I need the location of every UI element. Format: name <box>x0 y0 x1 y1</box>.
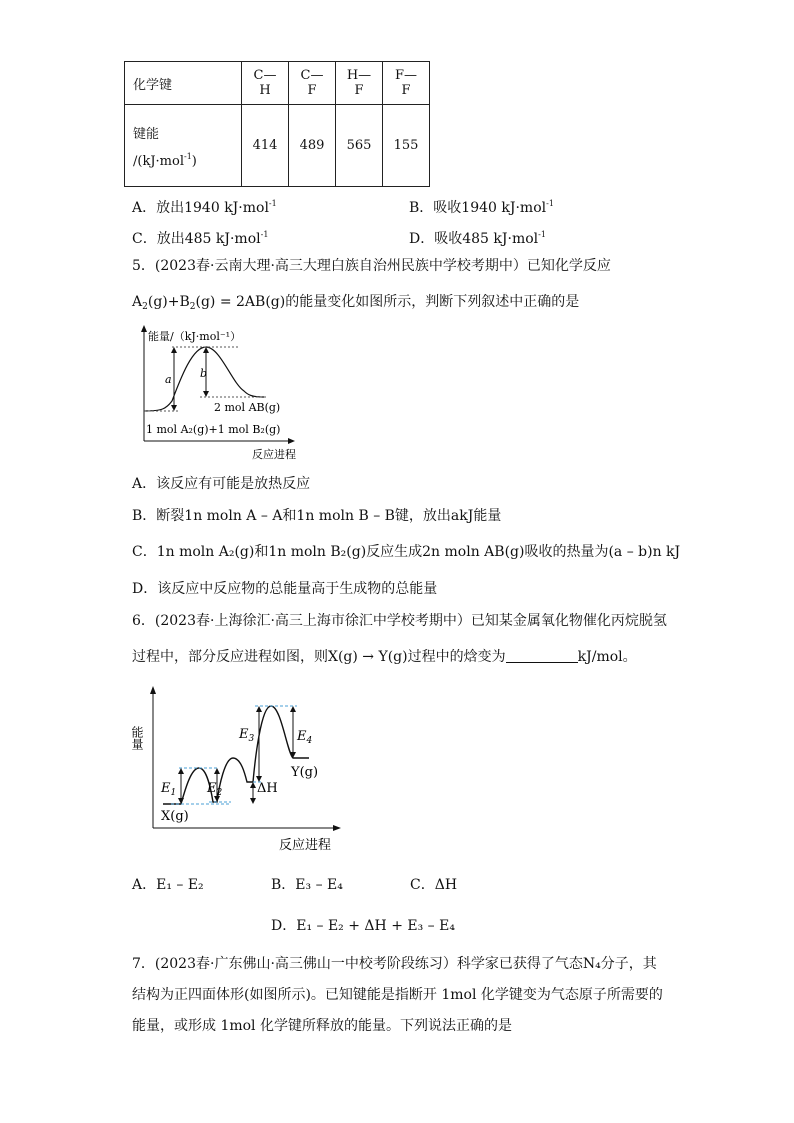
q7-line-3: 能量，或形成 1mol 化学键所释放的能量。下列说法正确的是 <box>132 1018 512 1034</box>
q5-option-b: B．断裂1n moln A – A和1n moln B – B键，放出akJ能量 <box>132 508 502 524</box>
reactant-label: 1 mol A₂(g)+1 mol B₂(g) <box>146 423 281 436</box>
diagram-xlabel: 反应进程 <box>279 838 332 853</box>
bond-energy-table <box>124 61 430 187</box>
q4-option-b: B．吸收1940 kJ·mol$^{-1}$ <box>409 199 554 216</box>
label-a: a <box>165 373 172 386</box>
table-header: 化学键 <box>125 62 242 105</box>
q5-option-d: D．该反应中反应物的总能量高于生成物的总能量 <box>132 581 438 597</box>
q6-stem-1: 6．(2023春·上海徐汇·高三上海市徐汇中学校考期中）已知某金属氧化物催化丙烷脱氢 <box>132 613 667 629</box>
label-e1: $E_1$ <box>161 781 177 798</box>
answer-blank <box>506 648 578 663</box>
table-cell: 414 <box>242 105 289 187</box>
x-axis-arrow <box>333 825 341 831</box>
q5-option-c: C．1n moln A₂(g)和1n moln B₂(g)反应生成2n moln AB(g)吸收的热量为(a – b)n kJ <box>132 544 681 560</box>
q7-line-1: 7．(2023春·广东佛山·高三佛山一中校考阶段练习）科学家已获得了气态N₄分子，其 <box>132 956 657 972</box>
q6-option-c: C．ΔH <box>410 877 458 893</box>
q5-option-a: A．该反应有可能是放热反应 <box>132 476 311 492</box>
row-label-2: /(kJ·mol$^{-1}$) <box>133 151 197 169</box>
diagram-xlabel: 反应进程 <box>252 448 296 461</box>
q6-option-b: B．E₃ – E₄ <box>271 877 343 893</box>
q5-stem: 5．(2023春·云南大理·高三大理白族自治州民族中学校考期中）已知化学反应 <box>132 258 611 274</box>
x-axis-arrow <box>288 438 295 444</box>
table-row-label <box>125 105 242 187</box>
q7-line-2: 结构为正四面体形(如图所示)。已知键能是指断开 1mol 化学键变为气态原子所需要的 <box>132 987 663 1003</box>
label-e2: $E_2$ <box>207 781 223 798</box>
label-dh: ΔH <box>257 781 278 796</box>
q6-energy-diagram <box>130 686 350 856</box>
label-b: b <box>200 367 208 380</box>
q5-energy-diagram <box>140 325 300 460</box>
y-axis-arrow <box>141 325 147 332</box>
table-header: C—H <box>242 62 289 105</box>
diagram-ylabel: 能量/（kJ·mol⁻¹） <box>148 330 242 343</box>
product-label: 2 mol AB(g) <box>214 401 281 414</box>
y-axis-arrow <box>150 686 156 694</box>
q4-option-d: D．吸收485 kJ·mol$^{-1}$ <box>409 230 546 247</box>
q6-stem-2: 过程中，部分反应进程如图，则X(g) → Y(g)过程中的焓变为 kJ/mol。 <box>132 649 637 665</box>
label-e3: $E_3$ <box>239 727 255 744</box>
table-cell: 155 <box>383 105 430 187</box>
row-label-1: 键能 <box>133 126 160 142</box>
energy-curve <box>163 706 309 804</box>
table-cell: 565 <box>336 105 383 187</box>
table-header: C—F <box>289 62 336 105</box>
q6-option-a: A．E₁ – E₂ <box>132 877 204 893</box>
label-y: Y(g) <box>291 765 319 780</box>
table-header: H—F <box>336 62 383 105</box>
label-e4: $E_4$ <box>297 729 313 746</box>
table-header: F—F <box>383 62 430 105</box>
q5-equation: $A_2(g)+B_2(g) = 2AB(g)$的能量变化如图所示，判断下列叙述中正确的是 <box>132 294 580 312</box>
table-cell: 489 <box>289 105 336 187</box>
label-x: X(g) <box>161 809 189 824</box>
diagram-ylabel: 能量 <box>130 726 144 750</box>
q6-option-d: D．E₁ – E₂ + ΔH + E₃ – E₄ <box>271 918 455 934</box>
q4-option-c: C．放出485 kJ·mol$^{-1}$ <box>132 230 269 247</box>
q4-option-a: A．放出1940 kJ·mol$^{-1}$ <box>132 199 277 216</box>
